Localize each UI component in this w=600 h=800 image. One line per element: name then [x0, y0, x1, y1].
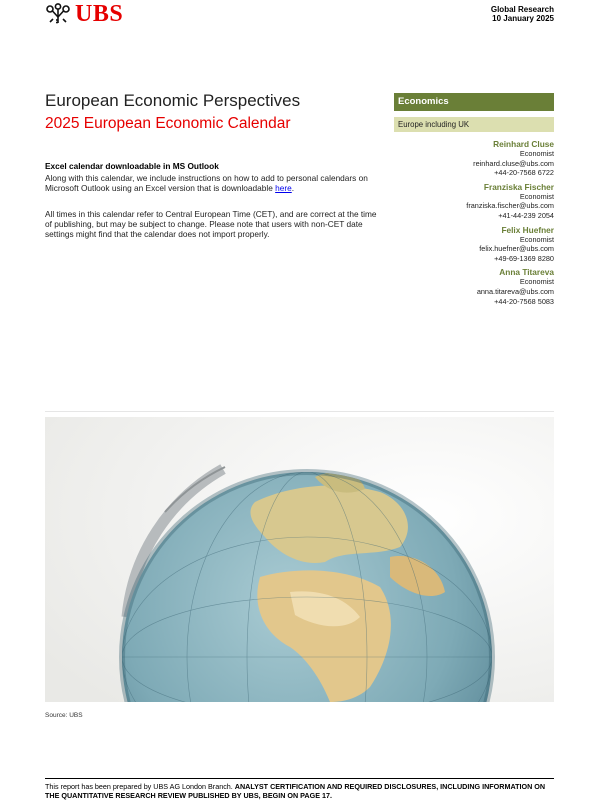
division-label: Global Research — [490, 5, 554, 14]
footer-prefix: This report has been prepared by UBS AG London Branch. — [45, 782, 235, 791]
intro-text: Along with this calendar, we include instructions on how to add to personal calendars on Microsoft Outlook using an Excel version that is downloadable — [45, 173, 368, 194]
contact-card — [384, 267, 554, 306]
section-divider — [45, 411, 554, 412]
analyst-phone: +41-44-239 2054 — [498, 210, 554, 220]
globe-image — [45, 417, 554, 702]
analyst-phone: +44-20-7568 6722 — [494, 168, 554, 178]
category-bar: Economics — [394, 93, 554, 111]
series-title: European Economic Perspectives — [45, 91, 301, 110]
analyst-role: Economist — [519, 149, 554, 158]
region-bar: Europe including UK — [394, 117, 554, 132]
analyst-role: Economist — [519, 234, 554, 244]
analyst-phone: +44-20-7568 5083 — [494, 296, 554, 306]
keys-icon — [45, 3, 71, 25]
analyst-contacts — [384, 139, 554, 310]
analyst-email[interactable]: felix.huefner@ubs.com — [479, 244, 554, 254]
analyst-email[interactable]: anna.titareva@ubs.com — [476, 286, 554, 296]
contact-card — [384, 139, 554, 178]
analyst-name: Reinhard Cluse — [493, 139, 554, 149]
analyst-name: Felix Huefner — [501, 224, 554, 235]
analyst-role: Economist — [519, 191, 554, 201]
brand-name: UBS — [75, 0, 124, 27]
excel-heading: Excel calendar downloadable in MS Outlook — [45, 161, 219, 171]
contact-card — [384, 225, 554, 264]
footer-disclosure: ANALYST CERTIFICATION AND REQUIRED DISCLOSURES, INCLUDING INFORMATION ON THE QUANTITATIVE RESEARCH REVIEW PUBLISHED BY UBS, BEGIN ON PAGE 17. — [45, 782, 546, 800]
analyst-email[interactable]: reinhard.cluse@ubs.com — [473, 158, 554, 168]
disclosure-footer — [45, 783, 554, 800]
globe-photo — [45, 417, 554, 702]
report-title: 2025 European Economic Calendar — [45, 115, 291, 132]
analyst-name: Franziska Fischer — [483, 181, 554, 192]
ubs-logo — [45, 0, 123, 28]
footer-rule — [45, 778, 554, 779]
publish-date: 10 January 2025 — [492, 14, 554, 23]
header-meta — [491, 5, 554, 23]
contact-card — [384, 182, 554, 221]
analyst-role: Economist — [519, 277, 554, 287]
timezone-paragraph: All times in this calendar refer to Central European Time (CET), and are correct at the time of publishing, but may be subject to change. Please note that users with non-CET date settings might find that the calendar does not import properly. — [45, 209, 377, 240]
analyst-email[interactable]: franziska.fischer@ubs.com — [466, 201, 554, 211]
intro-end: . — [291, 183, 295, 194]
download-link[interactable]: here — [275, 183, 292, 194]
figure-source: Source: UBS — [45, 712, 83, 719]
analyst-phone: +49-69-1369 8280 — [494, 253, 554, 263]
analyst-name: Anna Titareva — [499, 267, 554, 278]
intro-paragraph — [45, 173, 385, 193]
